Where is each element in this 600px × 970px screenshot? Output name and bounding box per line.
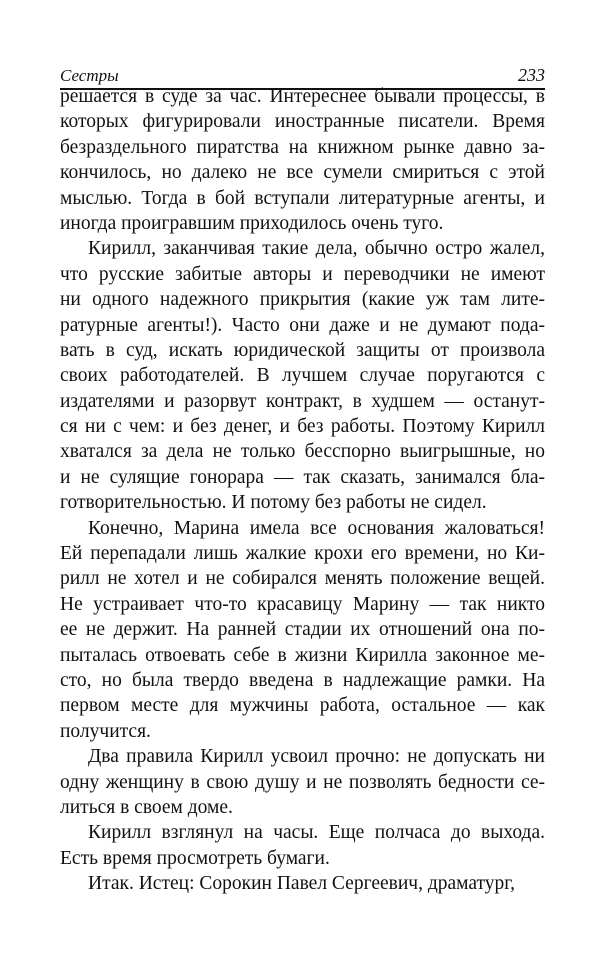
text-line: Есть время просмотреть бумаги.	[60, 847, 330, 869]
text-line: ратурные агенты!). Часто они даже и не думают пода-	[60, 314, 545, 336]
text-line: Кирилл взглянул на часы. Еще полчаса до выхода.	[88, 822, 545, 844]
text-line: готворительностью. И потому без работы не сидел.	[60, 492, 487, 514]
text-line: сто, но была твердо введена в надлежащие рамки. На	[60, 669, 545, 691]
paragraph	[60, 84, 545, 236]
text-line: ся ни с чем: и без денег, и без работы. Поэтому Кирилл	[60, 416, 545, 438]
paragraph	[60, 236, 545, 515]
text-line: первом месте для мужчины работа, остальное — как	[60, 695, 545, 717]
text-line: Два правила Кирилл усвоил прочно: не допускать ни	[88, 746, 545, 768]
text-line: пыталась отвоевать себе в жизни Кирилла законное ме-	[60, 644, 545, 666]
text-line: получится.	[60, 720, 151, 742]
text-line: кончилось, но далеко не все сумели смириться с этой	[60, 162, 545, 184]
text-line: решается в суде за час. Интереснее бывали процессы, в	[60, 86, 545, 107]
text-line: Не устраивает что-то красавицу Марину — так никто	[60, 593, 545, 615]
text-line: ее не держит. На ранней стадии их отношений она по-	[60, 619, 545, 641]
text-line: одну женщину в свою душу и не позволять бедности се-	[60, 771, 545, 793]
text-line: которых фигурировали иностранные писатели. Время	[60, 111, 545, 133]
text-line: литься в своем доме.	[60, 796, 233, 818]
page-body-text	[60, 84, 545, 897]
text-line: что русские забитые авторы и переводчики не имеют	[60, 263, 545, 285]
paragraph	[60, 820, 545, 871]
text-line: Итак. Истец: Сорокин Павел Сергеевич, драматург,	[88, 873, 515, 895]
text-line: издателями и разорвут контракт, в худшем — останут-	[60, 390, 545, 412]
paragraph	[60, 516, 545, 745]
text-line: мыслью. Тогда в бой вступали литературные агенты, и	[60, 187, 545, 209]
text-line: Конечно, Марина имела все основания жаловаться!	[88, 517, 545, 539]
text-line: хватался за дела не только бесспорно выигрышные, но	[60, 441, 545, 463]
text-line: безраздельного пиратства на книжном рынке давно за-	[60, 136, 545, 158]
text-line: Ей перепадали лишь жалкие крохи его времени, но Ки-	[60, 543, 545, 565]
text-line: и не сулящие гонорара — так сказать, занимался бла-	[60, 466, 545, 488]
running-title: Сестры	[60, 66, 119, 85]
text-line: иногда проигравшим приходилось очень туго.	[60, 212, 444, 234]
text-line: вать в суд, искать юридической защиты от произвола	[60, 339, 545, 361]
text-line: ни одного надежного прикрытия (какие уж там лите-	[60, 289, 545, 311]
text-line: Кирилл, заканчивая такие дела, обычно остро жалел,	[88, 238, 545, 260]
paragraph	[60, 871, 545, 896]
text-line: рилл не хотел и не собирался менять положение вещей.	[60, 568, 545, 590]
text-line: своих работодателей. В лучшем случае поругаются с	[60, 365, 545, 387]
page-number: 233	[518, 65, 545, 85]
paragraph	[60, 744, 545, 820]
